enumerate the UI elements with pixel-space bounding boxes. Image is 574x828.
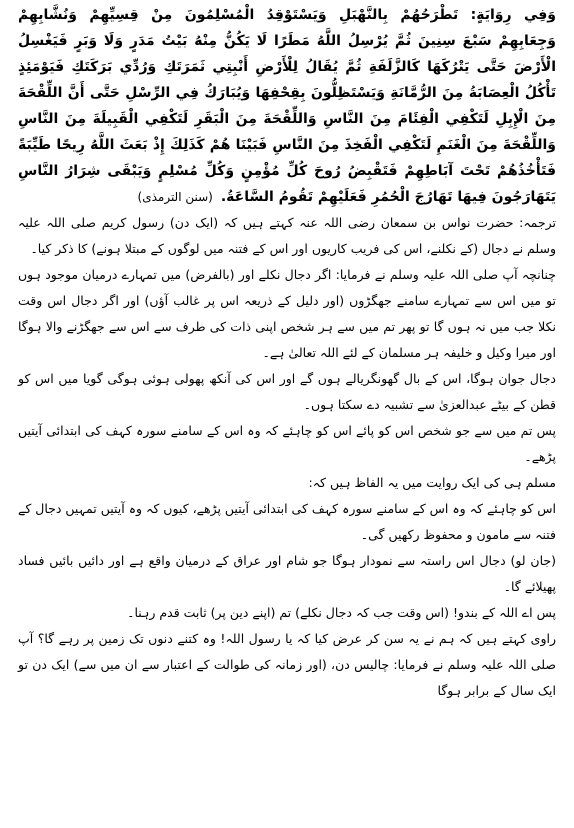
- urdu-paragraph: [18, 600, 556, 626]
- arabic-body: وَفِي رِوَايَةٍ: تَطْرَحُهُمْ بِالنَّهْبَلِ وَيَسْتَوْقِدُ الْمُسْلِمُونَ مِنْ قِسِيِّهِمْ وَنُشَّابِهِمْ وَجِعَابِهِمْ سَبْعَ سِنِينَ ثُمَّ يُرْسِلُ اللَّهُ مَطَرًا لَا يَكُنُّ مِنْهُ بَيْتُ مَدَرٍ وَلَا وَبَرٍ فَيَغْسِلُ الْأَرْضَ حَتَّى يَتْرُكَهَا كَالزَّلَفَةِ ثُمَّ يُقَالُ لِلْأَرْضِ أَنْبِتِي ثَمَرَتَكِ وَرُدِّي بَرَكَتَكِ فَيَوْمَئِذٍ تَأْكُلُ الْعِصَابَةُ مِنَ الرُّمَّانَةِ وَيَسْتَظِلُّونَ بِقِحْفِهَا وَيُبَارَكُ فِي الرِّسْلِ حَتَّى أَنَّ اللِّقْحَةَ مِنَ الْإِبِلِ لَتَكْفِي الْفِئَامَ مِنَ النَّاسِ وَاللِّقْحَةَ مِنَ الْبَقَرِ لَتَكْفِي الْقَبِيلَةَ مِنَ النَّاسِ وَاللِّقْحَةَ مِنَ الْغَنَمِ لَتَكْفِي الْفَخِذَ مِنَ النَّاسِ فَبَيْنَا هُمْ كَذَلِكَ إِذْ بَعَثَ اللَّهُ رِيحًا طَيِّبَةً فَتَأْخُذُهُمْ تَحْتَ آبَاطِهِمْ فَتَقْبِضُ رُوحَ كُلِّ مُؤْمِنٍ وَكُلِّ مُسْلِمٍ وَيَبْقَى شِرَارُ النَّاسِ يَتَهَارَجُونَ فِيهَا تَهَارُجَ الْحُمُرِ فَعَلَيْهِمْ تَقُومُ السَّاعَةُ.: [18, 7, 556, 205]
- arabic-hadith-text: [18, 2, 556, 210]
- urdu-paragraph: [18, 626, 556, 704]
- urdu-paragraph: [18, 210, 556, 262]
- arabic-source-citation: (سنن الترمذی): [137, 190, 213, 204]
- urdu-paragraph-text: مسلم ہی کی ایک روایت میں یہ الفاظ ہیں کہ:: [308, 475, 556, 490]
- urdu-paragraph-text: پس تم میں سے جو شخص اس کو پائے اس کو چاہئے کہ وہ اس کے سامنے سورہ کہف کی ابتدائی آیتیں پڑھے۔: [18, 423, 556, 464]
- urdu-paragraph: [18, 496, 556, 548]
- urdu-paragraph: [18, 548, 556, 600]
- urdu-paragraph-text: ترجمہ: حضرت نواس بن سمعان رضی اللہ عنہ کہتے ہیں کہ (ایک دن) رسول کریم صلی اللہ علیہ وسلم نے دجال (کے نکلنے، اس کی فریب کاریوں اور اس کے فتنہ میں لوگوں کے مبتلا ہونے) کا ذکر کیا۔: [18, 215, 556, 256]
- urdu-paragraph: [18, 470, 556, 496]
- urdu-paragraph-text: چنانچہ آپ صلی اللہ علیہ وسلم نے فرمایا: اگر دجال نکلے اور (بالفرض) میں تمہارے درمیان موجود ہوں تو میں اس سے تمہارے سامنے جھگڑوں (اور دلیل کے ذریعہ اس پر غالب آؤں) اور اگر دجال اس وقت نکلا جب میں نہ ہوں گا تو پھر تم میں سے ہر شخص اپنی ذات کی طرف سے اس سے جھگڑنے والا ہوگا اور میرا وکیل و خلیفہ ہر مسلمان کے لئے اللہ تعالیٰ ہے۔: [18, 267, 556, 360]
- urdu-paragraph-text: (جان لو) دجال اس راستہ سے نمودار ہوگا جو شام اور عراق کے درمیان واقع ہے اور دائیں بائیں فساد پھیلائے گا۔: [18, 553, 556, 594]
- urdu-paragraph: [18, 262, 556, 366]
- urdu-paragraph-text: پس اے اللہ کے بندو! (اس وقت جب کہ دجال نکلے) تم (اپنے دین پر) ثابت قدم رہنا۔: [127, 605, 556, 620]
- urdu-paragraph-text: دجال جوان ہوگا، اس کے بال گھونگریالے ہوں گے اور اس کی آنکھ پھولی ہوئی ہوگی گویا میں اس کو قطن کے بیٹے عبدالعزیٰ سے تشبیہ دے سکتا ہوں۔: [18, 371, 556, 412]
- urdu-paragraph-text: راوی کہتے ہیں کہ ہم نے یہ سن کر عرض کیا کہ یا رسول اللہ! وہ کتنے دنوں تک زمین پر رہے گا؟ آپ صلی اللہ علیہ وسلم نے فرمایا: چالیس دن، (اور زمانہ کی طوالت کے اعتبار سے ان میں سے) ایک دن تو ایک سال کے برابر ہوگا: [18, 631, 556, 698]
- urdu-paragraph-text: اس کو چاہئے کہ وہ اس کے سامنے سورہ کہف کی ابتدائی آیتیں پڑھے، کیوں کہ وہ آیتیں تمہیں دجال کے فتنہ سے مامون و محفوظ رکھیں گی۔: [18, 501, 556, 542]
- urdu-paragraph: [18, 366, 556, 418]
- urdu-paragraph: [18, 418, 556, 470]
